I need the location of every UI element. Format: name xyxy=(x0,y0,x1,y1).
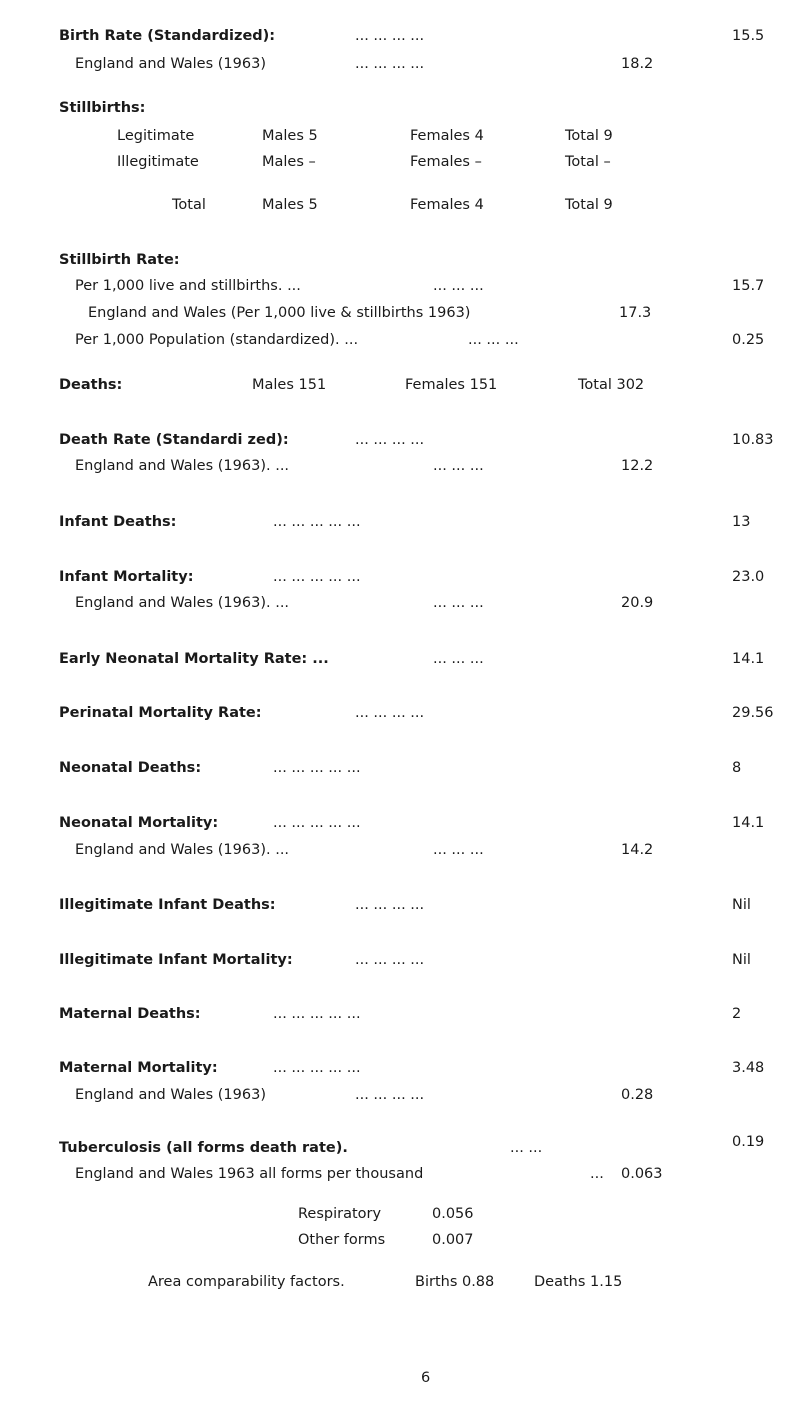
neonatal-mortality-dots: ... ... ... ... ... xyxy=(273,815,361,831)
stillbirth-rate-per-pop-value: 0.25 xyxy=(732,332,765,348)
stillbirths-illeg-total: Total – xyxy=(565,154,611,170)
tuberculosis-dots: ... ... xyxy=(510,1140,543,1156)
tuberculosis-respiratory-value: 0.056 xyxy=(432,1206,474,1222)
infant-mortality-value: 23.0 xyxy=(732,569,765,585)
maternal-mortality-ew-label: England and Wales (1963) xyxy=(75,1087,266,1103)
birth-rate-ew-label: England and Wales (1963) xyxy=(75,56,266,72)
death-rate-value: 10.83 xyxy=(732,432,774,448)
neonatal-mortality-ew-dots: ... ... ... xyxy=(433,842,484,858)
neonatal-mortality-ew-value: 14.2 xyxy=(621,842,654,858)
infant-mortality-dots: ... ... ... ... ... xyxy=(273,569,361,585)
stillbirths-legit-males: Males 5 xyxy=(262,128,318,144)
illeg-infant-mortality-value: Nil xyxy=(732,952,751,968)
neonatal-mortality-value: 14.1 xyxy=(732,815,765,831)
illeg-infant-mortality-label: Illegitimate Infant Mortality: xyxy=(59,952,293,968)
stillbirths-legit-label: Legitimate xyxy=(117,128,195,144)
maternal-mortality-label: Maternal Mortality: xyxy=(59,1060,218,1076)
stillbirth-rate-per-live-value: 15.7 xyxy=(732,278,765,294)
deaths-females: Females 151 xyxy=(405,377,498,393)
stillbirths-heading: Stillbirths: xyxy=(59,100,146,116)
stillbirths-illeg-label: Illegitimate xyxy=(117,154,199,170)
neonatal-deaths-value: 8 xyxy=(732,760,742,776)
stillbirth-rate-heading: Stillbirth Rate: xyxy=(59,252,180,268)
illeg-infant-deaths-label: Illegitimate Infant Deaths: xyxy=(59,897,276,913)
stillbirth-rate-ew: England and Wales (Per 1,000 live & stillbirths 1963) xyxy=(88,305,471,321)
deaths-males: Males 151 xyxy=(252,377,327,393)
birth-rate-ew-value: 18.2 xyxy=(621,56,654,72)
birth-rate-dots: ... ... ... ... xyxy=(355,28,425,44)
illeg-infant-deaths-value: Nil xyxy=(732,897,751,913)
birth-rate-value: 15.5 xyxy=(732,28,765,44)
perinatal-label: Perinatal Mortality Rate: xyxy=(59,705,262,721)
neonatal-deaths-label: Neonatal Deaths: xyxy=(59,760,202,776)
early-neonatal-dots: ... ... ... xyxy=(433,651,484,667)
illeg-infant-deaths-dots: ... ... ... ... xyxy=(355,897,425,913)
early-neonatal-value: 14.1 xyxy=(732,651,765,667)
page-number: 6 xyxy=(421,1370,431,1386)
perinatal-dots: ... ... ... ... xyxy=(355,705,425,721)
area-factors-deaths: Deaths 1.15 xyxy=(534,1274,623,1290)
maternal-deaths-dots: ... ... ... ... ... xyxy=(273,1006,361,1022)
tuberculosis-other-value: 0.007 xyxy=(432,1232,474,1248)
maternal-mortality-ew-dots: ... ... ... ... xyxy=(355,1087,425,1103)
death-rate-ew-value: 12.2 xyxy=(621,458,654,474)
birth-rate-label: Birth Rate (Standardized): xyxy=(59,28,276,44)
death-rate-label: Death Rate (Standardi zed): xyxy=(59,432,289,448)
stillbirths-legit-females: Females 4 xyxy=(410,128,484,144)
stillbirths-total-total: Total 9 xyxy=(565,197,613,213)
maternal-mortality-dots: ... ... ... ... ... xyxy=(273,1060,361,1076)
infant-deaths-value: 13 xyxy=(732,514,751,530)
neonatal-mortality-label: Neonatal Mortality: xyxy=(59,815,219,831)
tuberculosis-other-label: Other forms xyxy=(298,1232,386,1248)
stillbirths-total-females: Females 4 xyxy=(410,197,484,213)
tuberculosis-ew-dots: ... xyxy=(590,1166,604,1182)
deaths-total: Total 302 xyxy=(578,377,645,393)
stillbirths-illeg-females: Females – xyxy=(410,154,482,170)
tuberculosis-label: Tuberculosis (all forms death rate). xyxy=(59,1140,348,1156)
neonatal-deaths-dots: ... ... ... ... ... xyxy=(273,760,361,776)
birth-rate-ew-dots: ... ... ... ... xyxy=(355,56,425,72)
stillbirths-total-males: Males 5 xyxy=(262,197,318,213)
neonatal-mortality-ew-label: England and Wales (1963). ... xyxy=(75,842,290,858)
infant-deaths-dots: ... ... ... ... ... xyxy=(273,514,361,530)
tuberculosis-respiratory-label: Respiratory xyxy=(298,1206,382,1222)
tuberculosis-value: 0.19 xyxy=(732,1134,765,1150)
maternal-deaths-value: 2 xyxy=(732,1006,742,1022)
death-rate-ew-label: England and Wales (1963). ... xyxy=(75,458,290,474)
death-rate-dots: ... ... ... ... xyxy=(355,432,425,448)
death-rate-ew-dots: ... ... ... xyxy=(433,458,484,474)
tuberculosis-ew-label: England and Wales 1963 all forms per thousand xyxy=(75,1166,424,1182)
infant-mortality-ew-label: England and Wales (1963). ... xyxy=(75,595,290,611)
deaths-label: Deaths: xyxy=(59,377,123,393)
stillbirths-illeg-males: Males – xyxy=(262,154,316,170)
perinatal-value: 29.56 xyxy=(732,705,774,721)
stillbirth-rate-per-pop: Per 1,000 Population (standardized). ... xyxy=(75,332,359,348)
stillbirths-legit-total: Total 9 xyxy=(565,128,613,144)
infant-mortality-ew-dots: ... ... ... xyxy=(433,595,484,611)
area-factors-births: Births 0.88 xyxy=(415,1274,495,1290)
stillbirth-rate-ew-value: 17.3 xyxy=(619,305,652,321)
maternal-mortality-ew-value: 0.28 xyxy=(621,1087,654,1103)
stillbirth-rate-per-pop-dots: ... ... ... xyxy=(468,332,519,348)
stillbirth-rate-per-live-dots: ... ... ... xyxy=(433,278,484,294)
area-factors-label: Area comparability factors. xyxy=(148,1274,345,1290)
stillbirths-total-label: Total xyxy=(172,197,206,213)
maternal-mortality-value: 3.48 xyxy=(732,1060,765,1076)
early-neonatal-label: Early Neonatal Mortality Rate: ... xyxy=(59,651,329,667)
infant-deaths-label: Infant Deaths: xyxy=(59,514,177,530)
stillbirth-rate-per-live: Per 1,000 live and stillbirths. ... xyxy=(75,278,301,294)
illeg-infant-mortality-dots: ... ... ... ... xyxy=(355,952,425,968)
infant-mortality-ew-value: 20.9 xyxy=(621,595,654,611)
maternal-deaths-label: Maternal Deaths: xyxy=(59,1006,201,1022)
tuberculosis-ew-value: 0.063 xyxy=(621,1166,663,1182)
infant-mortality-label: Infant Mortality: xyxy=(59,569,194,585)
